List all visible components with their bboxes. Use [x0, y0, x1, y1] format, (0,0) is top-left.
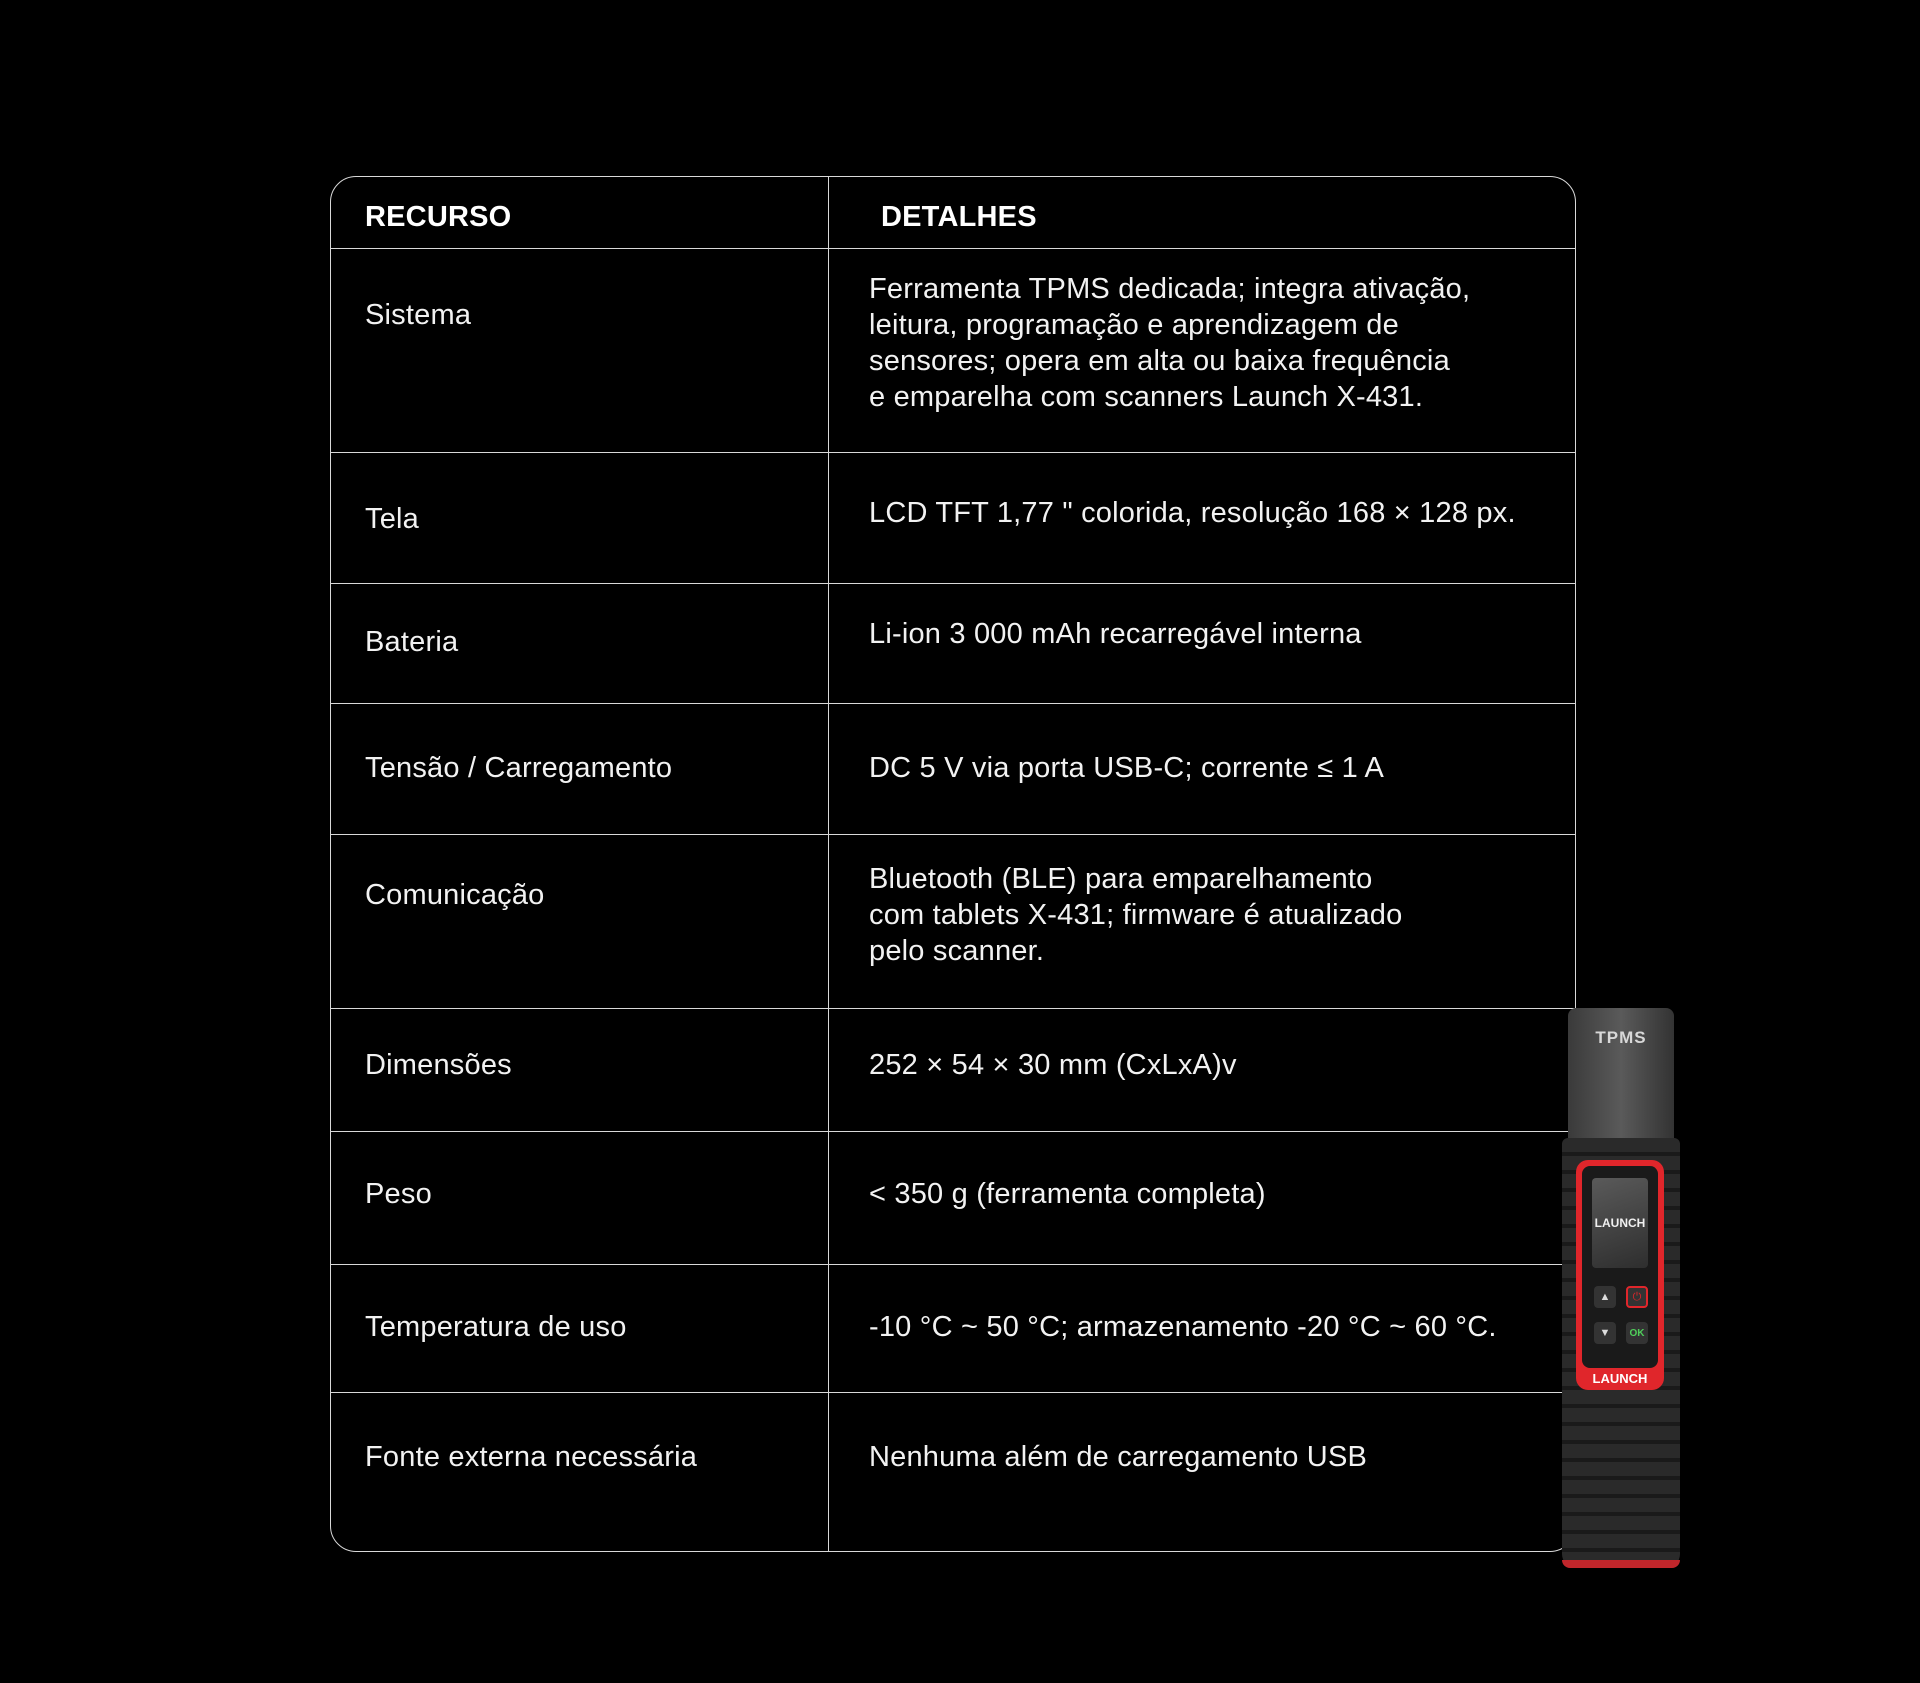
- row-detail: < 350 g (ferramenta completa): [869, 1178, 1266, 1210]
- row-detail: Li-ion 3 000 mAh recarregável interna: [869, 618, 1362, 650]
- table-header-row: [331, 177, 1575, 249]
- device-screen: [1592, 1178, 1648, 1268]
- table-row: [331, 1009, 1575, 1132]
- device-base: [1562, 1560, 1680, 1568]
- device-panel-inner: [1582, 1166, 1658, 1368]
- row-feature: Fonte externa necessária: [365, 1441, 698, 1473]
- row-detail: Nenhuma além de carregamento USB: [869, 1441, 1368, 1473]
- device-brand-label: LAUNCH: [1592, 1371, 1648, 1386]
- device-head: [1568, 1008, 1674, 1158]
- up-arrow-icon: ▲: [1594, 1286, 1616, 1308]
- table-row: [331, 249, 1575, 453]
- row-feature: Tela: [365, 503, 419, 535]
- table-row: [331, 1265, 1575, 1393]
- spec-table: [330, 176, 1576, 1552]
- ok-button-label: OK: [1626, 1322, 1648, 1344]
- table-row: [331, 1132, 1575, 1265]
- row-detail: Ferramenta TPMS dedicada; integra ativação, leitura, programação e aprendizagem de sensores; opera em alta ou baixa frequência e emparelha com scanners Launch X-431.: [869, 273, 1471, 413]
- row-feature: Dimensões: [365, 1049, 512, 1081]
- row-detail: LCD TFT 1,77 " colorida, resolução 168 × 128 px.: [869, 497, 1516, 529]
- row-detail: 252 × 54 × 30 mm (CxLxA)v: [869, 1049, 1237, 1081]
- table-row: [331, 704, 1575, 835]
- row-detail: -10 °C ~ 50 °C; armazenamento -20 °C ~ 60 °C.: [869, 1311, 1497, 1343]
- table-row: [331, 1393, 1575, 1552]
- table-row: [331, 584, 1575, 704]
- row-feature: Sistema: [365, 299, 472, 331]
- row-detail: DC 5 V via porta USB-C; corrente ≤ 1 A: [869, 752, 1385, 784]
- row-feature: Temperatura de uso: [365, 1311, 627, 1343]
- power-icon: ⏻: [1626, 1286, 1648, 1308]
- row-feature: Tensão / Carregamento: [365, 752, 673, 784]
- table-row: [331, 453, 1575, 584]
- row-feature: Peso: [365, 1178, 432, 1210]
- header-feature: RECURSO: [365, 201, 512, 233]
- device-body: [1562, 1138, 1680, 1568]
- row-feature: Bateria: [365, 626, 459, 658]
- table-row: [331, 835, 1575, 1009]
- device-head-label: TPMS: [1595, 1028, 1647, 1047]
- device-front-panel: [1576, 1160, 1664, 1390]
- device-screen-label: LAUNCH: [1594, 1216, 1646, 1230]
- tpms-device-image: [1562, 1008, 1680, 1568]
- row-detail: Bluetooth (BLE) para emparelhamento com tablets X-431; firmware é atualizado pelo scanner.: [869, 863, 1403, 967]
- row-feature: Comunicação: [365, 879, 545, 911]
- header-detail: DETALHES: [881, 201, 1037, 233]
- down-arrow-icon: ▼: [1594, 1322, 1616, 1344]
